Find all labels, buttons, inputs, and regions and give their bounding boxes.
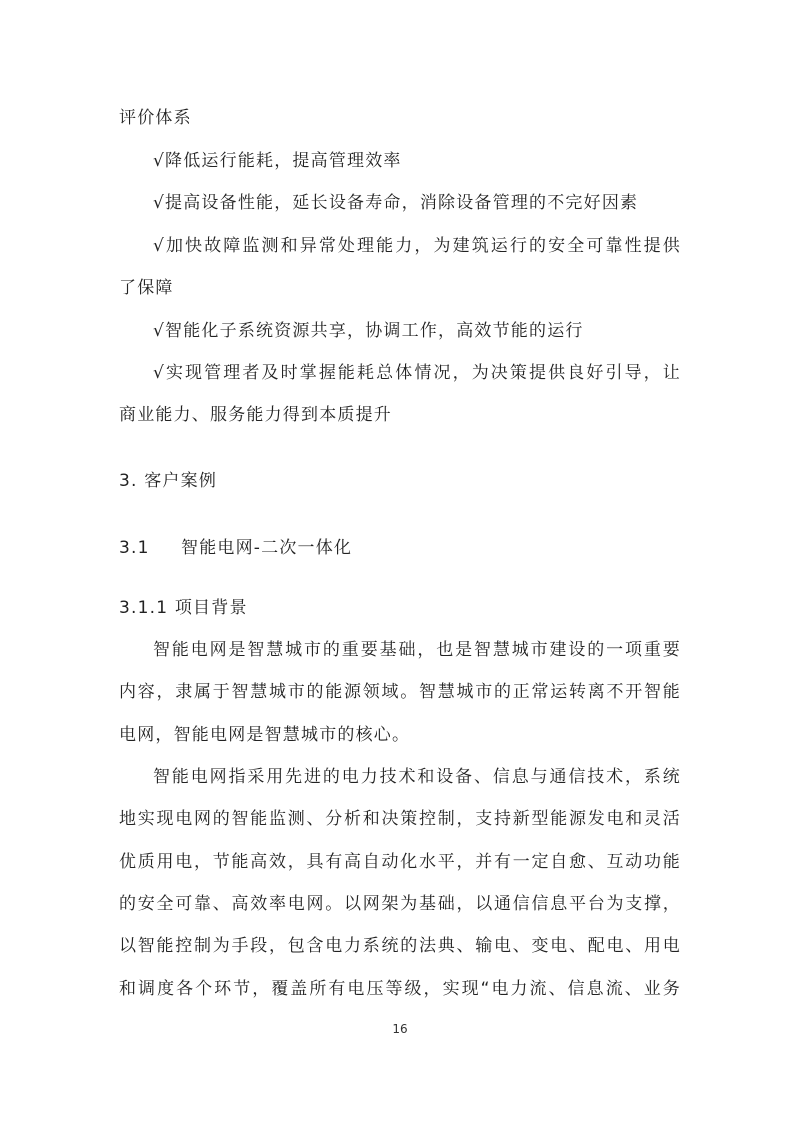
paragraph-2-line-3: 优质用电，节能高效，具有高自动化水平，并有一定自愈、互动功能 <box>119 852 681 872</box>
paragraph-1-line-2: 内容，隶属于智慧城市的能源领域。智慧城市的正常运转离不开智能 <box>119 682 681 702</box>
checklist-item-5-line-2: 商业能力、服务能力得到本质提升 <box>119 405 392 425</box>
paragraph-2-line-4: 的安全可靠、高效率电网。以网架为基础，以通信信息平台为支撑， <box>119 894 681 914</box>
checklist-item-1: √降低运行能耗，提高管理效率 <box>153 151 402 171</box>
checklist-item-3-line-1: √加快故障监测和异常处理能力，为建筑运行的安全可靠性提供 <box>153 236 681 256</box>
eval-system-title: 评价体系 <box>119 108 192 128</box>
checklist-item-2: √提高设备性能，延长设备寿命，消除设备管理的不完好因素 <box>153 193 639 213</box>
checklist-item-4: √智能化子系统资源共享，协调工作，高效节能的运行 <box>153 321 584 341</box>
section-heading-3-1-number: 3.1 <box>119 538 150 558</box>
section-heading-3-1-title: 智能电网-二次一体化 <box>181 538 353 558</box>
checklist-item-3-line-2: 了保障 <box>119 278 174 298</box>
checklist-item-5-line-1: √实现管理者及时掌握能耗总体情况，为决策提供良好引导，让 <box>153 363 681 383</box>
paragraph-2-line-5: 以智能控制为手段，包含电力系统的法典、输电、变电、配电、用电 <box>119 936 681 956</box>
paragraph-2-line-6: 和调度各个环节，覆盖所有电压等级，实现“电力流、信息流、业务 <box>119 979 681 999</box>
page-number: 16 <box>392 1022 408 1036</box>
section-heading-3: 3. 客户案例 <box>119 471 218 491</box>
paragraph-2-line-2: 地实现电网的智能监测、分析和决策控制，支持新型能源发电和灵活 <box>119 809 681 829</box>
paragraph-1-line-3: 电网，智能电网是智慧城市的核心。 <box>119 725 411 745</box>
section-heading-3-1-1: 3.1.1 项目背景 <box>119 598 248 618</box>
paragraph-2-line-1: 智能电网指采用先进的电力技术和设备、信息与通信技术，系统 <box>153 767 681 787</box>
paragraph-1-line-1: 智能电网是智慧城市的重要基础，也是智慧城市建设的一项重要 <box>153 640 681 660</box>
